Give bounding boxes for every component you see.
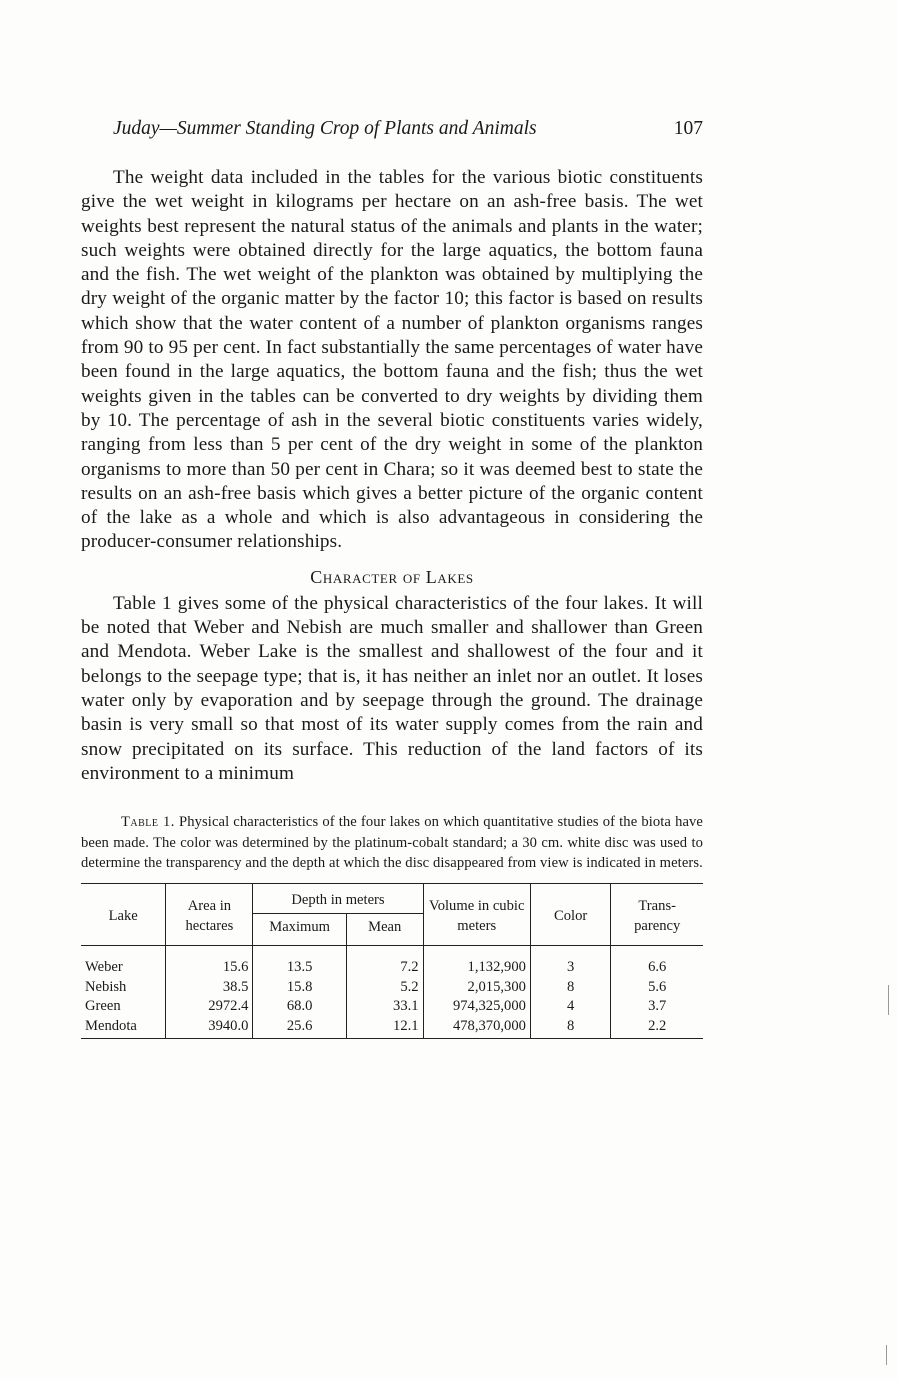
table-row bbox=[81, 978, 703, 998]
section-heading: Character of Lakes bbox=[310, 566, 474, 587]
cell-mean-depth: 33.1 bbox=[346, 997, 423, 1017]
running-header bbox=[113, 118, 703, 140]
cell-transparency: 3.7 bbox=[611, 997, 703, 1017]
header-mean: Mean bbox=[346, 914, 423, 946]
cell-volume: 478,370,000 bbox=[423, 1017, 530, 1039]
cell-mean-depth: 12.1 bbox=[346, 1017, 423, 1039]
cell-mean-depth: 7.2 bbox=[346, 946, 423, 978]
cell-area: 2972.4 bbox=[166, 997, 253, 1017]
table-caption-text: Physical characteristics of the four lakes on which quantitative studies of the biota have been made. The color was determined by the platinum-cobalt standard; a 30 cm. white disc was used to determine the transparency and the depth at which the disc disappeared from view is indicated in meters. bbox=[81, 814, 704, 871]
cell-volume: 974,325,000 bbox=[423, 997, 530, 1017]
scan-margin-mark bbox=[886, 1345, 887, 1365]
page bbox=[81, 118, 703, 1039]
header-volume: Volume in cubic meters bbox=[423, 884, 530, 946]
cell-area: 38.5 bbox=[166, 978, 253, 998]
cell-max-depth: 13.5 bbox=[253, 946, 346, 978]
table-row bbox=[81, 946, 703, 978]
cell-lake: Nebish bbox=[85, 978, 127, 995]
cell-color: 3 bbox=[530, 946, 610, 978]
table-row bbox=[81, 997, 703, 1017]
cell-max-depth: 68.0 bbox=[253, 997, 346, 1017]
table-row bbox=[81, 1017, 703, 1039]
body-paragraph-2: Table 1 gives some of the physical characteristics of the four lakes. It will be noted that Weber and Nebish are much smaller and shallower than Green and Mendota. Weber Lake is the smallest and shallowest of the four and it belongs to the seepage type; that is, it has neither an inlet nor an outlet. It loses water only by evaporation and by seepage through the ground. The drainage basin is very small so that most of its water supply comes from the rain and snow precipitated on its surface. This reduction of the land factors of its environment to a minimum bbox=[81, 592, 703, 784]
cell-volume: 1,132,900 bbox=[423, 946, 530, 978]
cell-color: 8 bbox=[530, 978, 610, 998]
cell-max-depth: 25.6 bbox=[253, 1017, 346, 1039]
cell-lake: Green bbox=[85, 998, 121, 1015]
page-number: 107 bbox=[673, 118, 703, 139]
cell-transparency: 2.2 bbox=[611, 1017, 703, 1039]
scan-margin-mark bbox=[888, 985, 889, 1015]
header-lake: Lake bbox=[81, 884, 166, 946]
body-paragraph-1: The weight data included in the tables for the various biotic constituents give the wet weight in kilograms per hectare on an ash-free basis. The wet weights best represent the natural status of the animals and plants in the water; such weights were obtained directly for the large aquatics, the bottom fauna and the fish. The wet weight of the plankton was obtained by multiplying the dry weight of the organic matter by the factor 10; this factor is based on results which show that the water content of a number of plankton organisms ranges from 90 to 95 per cent. In fact substantially the same percentages of water have been found in the large aquatics, the bottom fauna and the fish; thus the wet weights given in the tables can be converted to dry weights by dividing them by 10. The percentage of ash in the several biotic constituents varies widely, ranging from less than 5 per cent of the dry weight in some of the plankton organisms to more than 50 per cent in Chara; so it was deemed best to state the results on an ash-free basis which gives a better picture of the organic content of the lake as a whole and which is also advantageous in considering the producer-consumer relationships. bbox=[81, 167, 703, 553]
cell-area: 3940.0 bbox=[166, 1017, 253, 1039]
cell-mean-depth: 5.2 bbox=[346, 978, 423, 998]
cell-volume: 2,015,300 bbox=[423, 978, 530, 998]
cell-lake: Mendota bbox=[85, 1017, 137, 1034]
cell-transparency: 6.6 bbox=[611, 946, 703, 978]
running-title: Juday—Summer Standing Crop of Plants and Animals bbox=[113, 118, 537, 139]
cell-transparency: 5.6 bbox=[611, 978, 703, 998]
cell-lake: Weber bbox=[85, 959, 123, 976]
cell-color: 8 bbox=[530, 1017, 610, 1039]
table-caption bbox=[81, 812, 703, 873]
table-caption-label: Table 1. bbox=[121, 814, 175, 831]
header-transparency: Trans-parency bbox=[611, 884, 703, 946]
header-color: Color bbox=[530, 884, 610, 946]
cell-color: 4 bbox=[530, 997, 610, 1017]
header-depth-group: Depth in meters bbox=[253, 884, 423, 914]
lake-characteristics-table bbox=[81, 883, 703, 1039]
header-area: Area in hectares bbox=[166, 884, 253, 946]
cell-area: 15.6 bbox=[166, 946, 253, 978]
header-maximum: Maximum bbox=[253, 914, 346, 946]
cell-max-depth: 15.8 bbox=[253, 978, 346, 998]
